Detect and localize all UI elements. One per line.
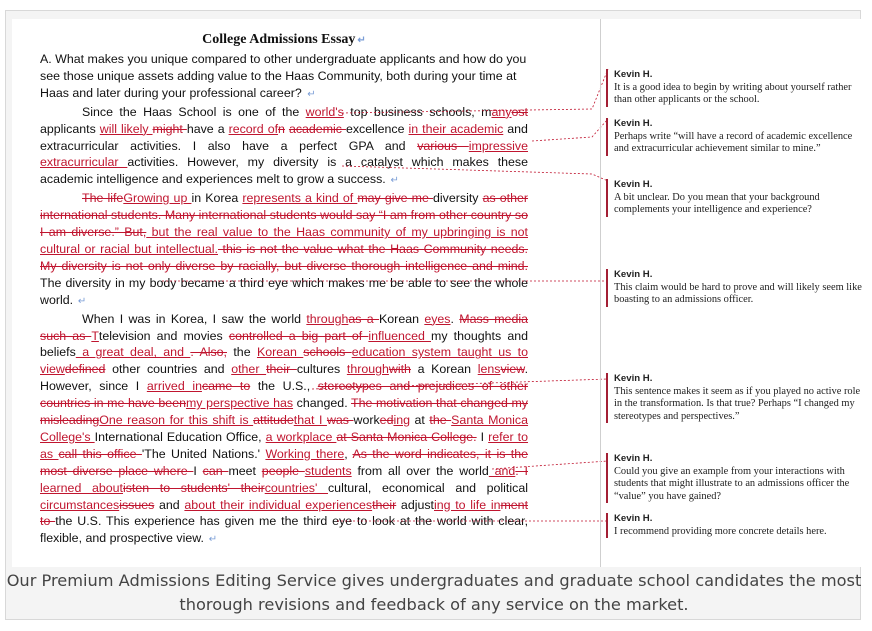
comment-author: Kevin H. — [614, 269, 653, 280]
deleted-text: n — [278, 121, 285, 136]
deleted-text: may give me — [357, 191, 434, 206]
inserted-text: Working there — [265, 446, 345, 461]
inserted-text: through — [306, 311, 349, 326]
essay-text: Since the Haas School is one of the — [82, 104, 306, 119]
comment-7[interactable] — [606, 513, 867, 538]
deleted-text: The life — [82, 191, 124, 206]
inserted-text: Santa Monica College's — [40, 413, 529, 444]
deleted-text: Mass media such as — [40, 311, 528, 343]
deleted-text: view — [500, 362, 525, 377]
deleted-text: people — [261, 463, 305, 478]
essay-text: top business schools, m — [343, 104, 492, 119]
deleted-text: might — [152, 121, 187, 136]
comment-2[interactable] — [606, 118, 867, 156]
deleted-text: controlled a big part of — [228, 328, 369, 343]
essay-text: cultures — [296, 362, 347, 377]
deleted-text: defined — [64, 362, 106, 377]
essay-text: television and movies — [98, 328, 229, 343]
inserted-text: eyes — [424, 311, 451, 326]
inserted-text: other — [231, 362, 267, 377]
essay-text: at — [410, 413, 430, 428]
deleted-text: was — [326, 413, 354, 428]
inserted-text: Growing up — [123, 191, 192, 206]
inserted-text: through — [346, 362, 389, 377]
comment-6[interactable] — [606, 453, 867, 503]
inserted-text: T — [91, 328, 99, 343]
inserted-text: represents a kind of — [242, 191, 358, 206]
essay-text: from all over the world — [351, 463, 489, 478]
deleted-text: can — [202, 463, 229, 478]
comment-text: Could you give an example from your interactions with students that might illustrate to an admissions officer the “value” you have gained? — [614, 465, 850, 502]
essay-document — [40, 31, 528, 549]
deleted-text: with — [388, 362, 411, 377]
deleted-text: ost — [511, 104, 528, 119]
inserted-text: refer to as — [40, 429, 529, 461]
essay-text: and extracurricular activities. I also have a perfect GPA and — [40, 121, 528, 153]
deleted-text: . I — [515, 463, 528, 478]
essay-text: work — [353, 413, 380, 428]
inserted-text: and — [488, 463, 516, 478]
deleted-text: ment to — [40, 497, 529, 529]
deleted-text: isten to students' their — [122, 480, 265, 495]
essay-text: applicants — [40, 121, 100, 136]
deleted-text: issues — [119, 497, 155, 512]
comment-author: Kevin H. — [614, 118, 653, 129]
inserted-text: will likely — [99, 121, 153, 136]
deleted-text: this is not the value what the Haas Community needs. My diversity is not only diverse by racially, but diverse thorough intelligence and mind. — [40, 241, 528, 273]
inserted-text: learned about — [40, 480, 123, 495]
comment-text: I recommend providing more concrete details here. — [614, 525, 827, 537]
essay-text: When I was in Korea, I saw the world — [82, 311, 307, 326]
inserted-text: in their academic — [408, 121, 504, 136]
inserted-text: One reason for this shift is — [99, 413, 254, 428]
inserted-text: lens — [477, 362, 501, 377]
deleted-text: ed — [379, 413, 394, 428]
essay-paragraph-2 — [40, 190, 528, 310]
inserted-text: but the real value to the Haas community of my upbringing is not cultural or racial but intellectual. — [40, 225, 528, 256]
essay-question: A. What makes you unique compared to other undergraduate applicants and how do you see those unique assets adding value to the Haas Community, both during your time at Haas and later during your professional career? ↵ — [40, 52, 527, 100]
comment-pane-divider — [600, 19, 601, 567]
essay-text: The diversity in my body became a third eye which makes me be able to see the whole world. — [40, 275, 528, 307]
inserted-text: a great deal, and — [75, 345, 191, 360]
deleted-text: the — [429, 413, 452, 428]
essay-text: cultural, economical — [327, 480, 445, 495]
inserted-text: any — [491, 104, 512, 119]
inserted-text: arrived in — [146, 379, 202, 394]
comment-text: A bit unclear. Do you mean that your background complements your intelligence and experience? — [614, 191, 820, 216]
essay-text: . — [450, 311, 460, 326]
essay-text: in Korea — [191, 191, 243, 206]
essay-text: . However, since I — [40, 362, 529, 394]
deleted-text: As the word indicates, it is the most diverse place where — [40, 446, 529, 478]
paragraph-mark-icon: ↵ — [387, 175, 399, 187]
comment-4[interactable] — [606, 269, 867, 307]
essay-text: the U.S., — [250, 379, 318, 394]
comment-author: Kevin H. — [614, 513, 653, 524]
essay-title: College Admissions Essay ↵ — [202, 32, 366, 47]
essay-text: adjust — [396, 497, 434, 512]
inserted-text: ing — [393, 413, 411, 428]
deleted-text: various — [417, 138, 469, 153]
essay-text: I — [193, 463, 203, 478]
comment-author: Kevin H. — [614, 453, 653, 464]
deleted-text: academic — [288, 121, 346, 136]
deleted-text: stereotypes and prejudices of other countries in me have been — [40, 379, 528, 411]
comment-5[interactable] — [606, 373, 867, 423]
deleted-text: call this office — [58, 446, 142, 461]
deleted-text: their — [266, 362, 297, 377]
inserted-text: record of — [228, 121, 279, 136]
comment-text: This claim would be hard to prove and will likely seem like boasting to an admissions officer. — [614, 281, 862, 306]
essay-text: , — [344, 446, 353, 461]
essay-screenshot — [12, 19, 867, 567]
inserted-text: a workplace — [265, 429, 337, 444]
essay-text: excellence — [345, 121, 409, 136]
deleted-text: their — [372, 497, 397, 512]
inserted-text: impressive extracurricular — [40, 138, 528, 170]
deleted-text: as a — [348, 311, 380, 326]
deleted-text: The motivation that changed my misleading — [40, 396, 528, 428]
essay-text: the U.S. This experience has given me the third eye to look at the world with clear, flexible, and prospective view. — [40, 514, 529, 546]
comment-3[interactable] — [606, 179, 867, 217]
deleted-text: attitude — [253, 413, 294, 428]
essay-text: activities. However, my diversity is a catalyst which makes these academic intelligence and experiences melt to grow a success. — [40, 155, 529, 187]
inserted-text: about their individual experiences — [184, 497, 373, 512]
deleted-text: as other international students. Many international students would say “I am from other country so I am diverse.” But, — [40, 191, 529, 240]
essay-text: have a — [186, 121, 229, 136]
essay-text: International Education Office, — [94, 429, 266, 444]
deleted-text: came to — [201, 379, 251, 394]
comment-1[interactable] — [606, 69, 867, 107]
essay-text: Korean — [379, 311, 425, 326]
deleted-text: schools — [303, 345, 352, 360]
comment-text: Perhaps write “will have a record of academic excellence and extracurricular achievement similar to mine.” — [614, 130, 853, 155]
essay-paragraph-1 — [40, 104, 528, 191]
essay-text — [445, 481, 456, 495]
essay-text: changed. — [293, 396, 352, 411]
inserted-text: circumstances — [40, 497, 120, 512]
deleted-text: at Santa Monica College. — [336, 429, 477, 444]
essay-text: diversity — [433, 191, 483, 206]
essay-text: the — [227, 345, 257, 360]
comment-author: Kevin H. — [614, 373, 653, 384]
inserted-text: Korean — [256, 345, 304, 360]
comment-text: This sentence makes it seem as if you played no active role in the transformation. Is that true? Perhaps “I changed my stereotypes and perspectives.” — [614, 385, 861, 422]
essay-text: my thoughts and beliefs — [40, 328, 528, 360]
essay-paragraph-3 — [40, 311, 528, 550]
inserted-text: ing to life in — [434, 497, 501, 512]
inserted-text: world's — [305, 104, 344, 119]
inserted-text: my perspective has — [185, 396, 294, 411]
inserted-text: that I — [293, 413, 327, 428]
paragraph-mark-icon: ↵ — [75, 295, 87, 307]
essay-text: other countries and — [105, 362, 232, 377]
essay-text: 'The United Nations.' — [141, 446, 266, 461]
paragraph-mark-icon: ↵ — [205, 534, 218, 546]
essay-text: I — [476, 429, 489, 444]
figure-caption: Our Premium Admissions Editing Service gives undergraduates and graduate school candidates the most thorough revisions and feedback of any service on the market. — [6, 571, 862, 614]
figure-frame — [5, 10, 861, 620]
essay-text: a Korean — [410, 362, 478, 377]
essay-text: meet — [228, 463, 262, 478]
essay-text: and political — [455, 480, 528, 495]
essay-text: and — [154, 497, 185, 512]
comment-text: It is a good idea to begin by writing about yourself rather than other applicants or the school. — [614, 81, 852, 106]
inserted-text: education system taught us to view — [40, 345, 528, 377]
deleted-text: . Also, — [190, 345, 227, 360]
inserted-text: influenced — [368, 328, 431, 343]
inserted-text: countries' — [264, 480, 328, 495]
inserted-text: students — [304, 463, 352, 478]
comment-author: Kevin H. — [614, 179, 653, 190]
comment-author: Kevin H. — [614, 69, 653, 80]
